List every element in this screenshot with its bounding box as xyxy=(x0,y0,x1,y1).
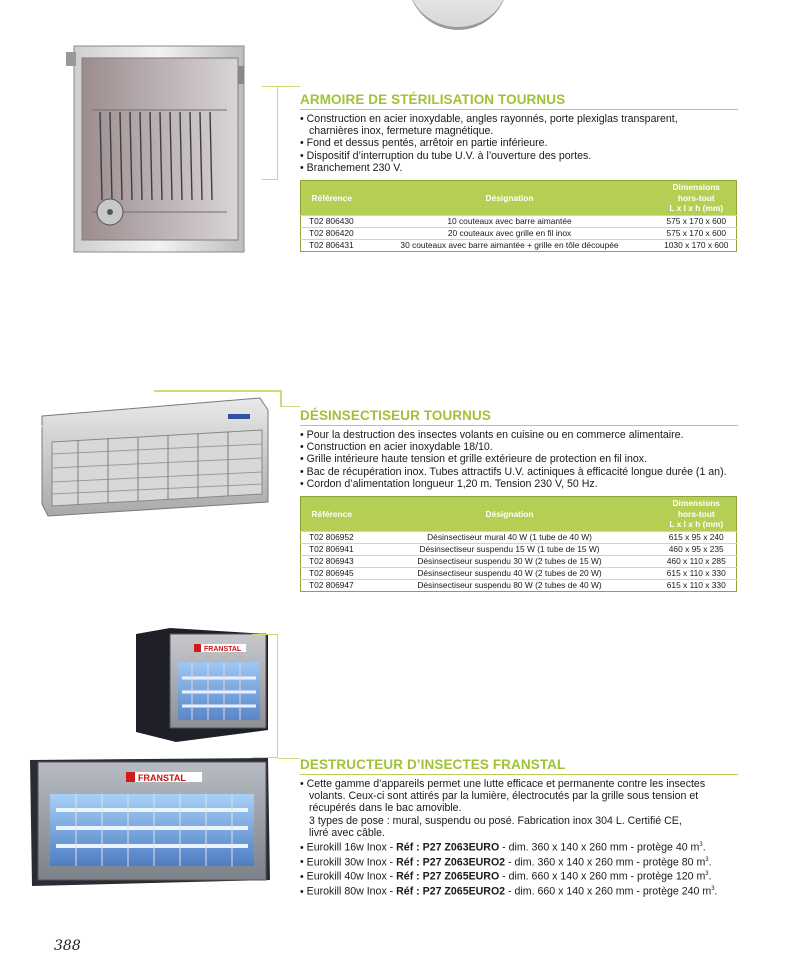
cell-reference: T02 806431 xyxy=(301,239,363,251)
connector-line-1 xyxy=(262,86,278,180)
model-ref: Réf : P27 Z063EURO xyxy=(396,841,500,854)
cell-dimensions: 1030 x 170 x 600 xyxy=(657,239,737,251)
dimension-units-label: L x l x h (mm) xyxy=(669,203,724,214)
connector-line-2 xyxy=(154,390,282,392)
cell-designation: Désinsectiseur suspendu 40 W (2 tubes de 20 W) xyxy=(363,567,657,579)
cell-reference: T02 806943 xyxy=(301,555,363,567)
model-ref: Réf : P27 Z065EURO2 xyxy=(396,885,506,898)
page-number: 388 xyxy=(54,938,81,954)
table-row xyxy=(301,531,737,543)
dimension-units-label: L x l x h (mm) xyxy=(669,519,724,530)
franstal-small-unit-image xyxy=(134,626,270,744)
model-dims: - dim. 360 x 140 x 260 mm - protège 40 m xyxy=(499,841,700,854)
table-row xyxy=(301,567,737,579)
cell-reference: T02 806430 xyxy=(301,215,363,227)
section-title: ARMOIRE DE STÉRILISATION TOURNUS xyxy=(300,92,738,110)
cell-dimensions: 615 x 110 x 330 xyxy=(657,579,737,591)
period: . xyxy=(708,871,712,884)
column-header-designation: Désignation xyxy=(363,181,657,216)
intro-item: 3 types de pose : mural, suspendu ou posé. Fabrication inox 304 L. Certifié CE, xyxy=(309,814,682,827)
period: . xyxy=(714,885,718,898)
cell-designation: 30 couteaux avec barre aimantée + grille en tôle découpée xyxy=(363,239,657,251)
connector-rule-3 xyxy=(278,758,300,759)
model-ref: Réf : P27 Z063EURO2 xyxy=(396,856,506,869)
cell-dimensions: 575 x 170 x 600 xyxy=(657,215,737,227)
cell-reference: T02 806947 xyxy=(301,579,363,591)
franstal-logo-small xyxy=(204,646,242,653)
sterilization-cabinet-image xyxy=(52,40,264,254)
cell-dimensions: 460 x 110 x 285 xyxy=(657,555,737,567)
intro-item: • Cette gamme d’appareils permet une lutte efficace et permanente contre les insectes xyxy=(300,778,738,790)
top-decorative-tab xyxy=(408,0,508,30)
cell-dimensions: 615 x 110 x 330 xyxy=(657,567,737,579)
model-name: Eurokill 80w Inox - xyxy=(306,885,397,898)
section-sterilization-cabinet xyxy=(300,92,738,252)
section-insect-killer-tournus xyxy=(300,408,738,592)
section-franstal xyxy=(300,757,738,898)
franstal-large-unit-image xyxy=(26,756,272,888)
cell-reference: T02 806420 xyxy=(301,227,363,239)
feature-item: • Cordon d’alimentation longueur 1,20 m. Tension 230 V, 50 Hz. xyxy=(300,478,738,490)
table-row xyxy=(301,555,737,567)
feature-item: • Construction en acier inoxydable 18/10. xyxy=(300,441,738,453)
connector-line-2b xyxy=(280,390,282,406)
feature-list xyxy=(300,778,738,898)
cell-reference: T02 806945 xyxy=(301,567,363,579)
cell-designation: Désinsectiseur mural 40 W (1 tube de 40 W) xyxy=(363,531,657,543)
connector-line-3 xyxy=(252,634,278,758)
model-item xyxy=(300,868,738,883)
cell-dimensions: 460 x 95 x 235 xyxy=(657,543,737,555)
table-header-row xyxy=(301,181,737,216)
superscript: 3 xyxy=(699,842,703,849)
table-row xyxy=(301,215,737,227)
cell-designation: Désinsectiseur suspendu 15 W (1 tube de 15 W) xyxy=(363,543,657,555)
feature-item: • Pour la destruction des insectes volants en cuisine ou en commerce alimentaire. xyxy=(300,429,738,441)
feature-item: • Bac de récupération inox. Tubes attractifs U.V. actiniques à efficacité longue durée (1 an). xyxy=(300,466,738,478)
section-title: DESTRUCTEUR D’INSECTES FRANSTAL xyxy=(300,757,738,775)
column-header-reference: Référence xyxy=(301,497,363,532)
insect-killer-tournus-image xyxy=(28,392,274,522)
model-name: Eurokill 30w Inox - xyxy=(306,856,397,869)
connector-rule-2 xyxy=(280,406,300,407)
period: . xyxy=(702,841,706,854)
franstal-logo-large xyxy=(138,773,186,783)
column-header-reference: Référence xyxy=(301,181,363,216)
model-item xyxy=(300,883,738,898)
cell-reference: T02 806952 xyxy=(301,531,363,543)
feature-item: • Dispositif d’interruption du tube U.V. à l’ouverture des portes. xyxy=(300,150,738,162)
model-dims: - dim. 660 x 140 x 260 mm - protège 240 m xyxy=(505,885,712,898)
column-header-designation: Désignation xyxy=(363,497,657,532)
connector-rule-1 xyxy=(278,86,300,87)
svg-text:FRANSTAL: FRANSTAL xyxy=(138,773,186,783)
cell-designation: Désinsectiseur suspendu 80 W (2 tubes de 40 W) xyxy=(363,579,657,591)
intro-item: volants. Ceux-ci sont attirés par la lumière, électrocutés par la grille sous tension et xyxy=(309,790,699,803)
cell-reference: T02 806941 xyxy=(301,543,363,555)
cell-designation: 10 couteaux avec barre aimantée xyxy=(363,215,657,227)
model-name: Eurokill 40w Inox - xyxy=(306,871,397,884)
reference-table xyxy=(300,496,737,592)
hors-tout-label: hors-tout xyxy=(677,192,715,203)
table-row xyxy=(301,579,737,591)
superscript: 3 xyxy=(705,856,709,863)
feature-item: • Fond et dessus pentés, arrêtoir en partie inférieure. xyxy=(300,137,738,149)
table-row xyxy=(301,227,737,239)
dimensions-label: Dimensions xyxy=(672,182,720,193)
dimensions-label: Dimensions xyxy=(672,498,720,509)
feature-list xyxy=(300,113,738,174)
feature-item: • Grille intérieure haute tension et grille extérieure de protection en fil inox. xyxy=(300,453,738,465)
cell-dimensions: 615 x 95 x 240 xyxy=(657,531,737,543)
cell-designation: 20 couteaux avec grille en fil inox xyxy=(363,227,657,239)
intro-item: livré avec câble. xyxy=(309,826,385,839)
cell-dimensions: 575 x 170 x 600 xyxy=(657,227,737,239)
table-header-row xyxy=(301,497,737,532)
model-item xyxy=(300,839,738,854)
superscript: 3 xyxy=(705,871,709,878)
feature-item: • Construction en acier inoxydable, angles rayonnés, porte plexiglas transparent, xyxy=(300,113,738,125)
reference-table xyxy=(300,180,737,252)
model-dims: - dim. 660 x 140 x 260 mm - protège 120 m xyxy=(499,871,706,884)
hors-tout-label: hors-tout xyxy=(677,508,715,519)
model-name: Eurokill 16w Inox - xyxy=(306,841,397,854)
table-row xyxy=(301,239,737,251)
column-header-dimensions xyxy=(657,497,737,532)
section-title: DÉSINSECTISEUR TOURNUS xyxy=(300,408,738,426)
feature-list xyxy=(300,429,738,490)
model-dims: - dim. 360 x 140 x 260 mm - protège 80 m xyxy=(505,856,706,869)
table-row xyxy=(301,543,737,555)
column-header-dimensions xyxy=(657,181,737,216)
superscript: 3 xyxy=(711,886,715,893)
model-item xyxy=(300,854,738,869)
feature-item: charnières inox, fermeture magnétique. xyxy=(309,125,494,138)
svg-text:FRANSTAL: FRANSTAL xyxy=(204,646,242,653)
model-ref: Réf : P27 Z065EURO xyxy=(396,871,500,884)
intro-item: récupérés dans le bac amovible. xyxy=(309,802,462,815)
feature-item: • Branchement 230 V. xyxy=(300,162,738,174)
period: . xyxy=(708,856,712,869)
cell-designation: Désinsectiseur suspendu 30 W (2 tubes de 15 W) xyxy=(363,555,657,567)
